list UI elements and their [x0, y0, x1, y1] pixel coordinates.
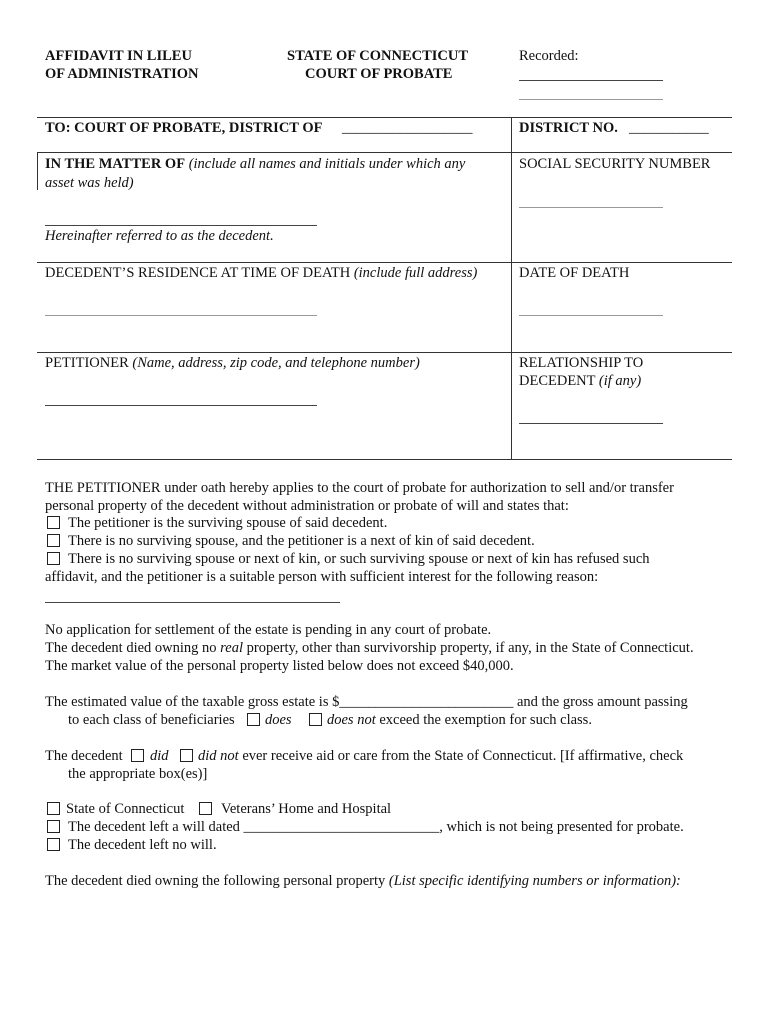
district-no-label: DISTRICT NO.: [519, 120, 618, 136]
taxable-line2-end: [327, 711, 592, 729]
matter-heading: [45, 156, 465, 173]
surviving-spouse-checkbox[interactable]: [47, 516, 60, 529]
aid-suffix: ever receive aid or care from the State of Connecticut. [If affirmative, check: [238, 748, 684, 764]
residence-label: DECEDENT’S RESIDENCE AT TIME OF DEATH: [45, 265, 351, 281]
grid-line-4: [37, 352, 732, 353]
exemption-text: exceed the exemption for such class.: [375, 712, 592, 728]
fact-no-application: No application for settlement of the estate is pending in any court of probate.: [45, 622, 492, 638]
form-title-line1: AFFIDAVIT IN LILEU: [45, 48, 192, 64]
grid-left-tick: [37, 152, 38, 190]
grid-divider: [511, 117, 512, 459]
relationship-label-line2: [519, 373, 641, 390]
option-surviving-spouse: The petitioner is the surviving spouse of said decedent.: [68, 515, 388, 531]
aid-line1-end: [198, 747, 683, 765]
statement-line2: personal property of the decedent without administration or probate of will and states that:: [45, 498, 569, 514]
residence-input[interactable]: [45, 315, 317, 316]
fact-market-value: The market value of the personal property listed below does not exceed $40,000.: [45, 658, 514, 674]
taxable-line1: [45, 693, 688, 711]
option-suitable-person: There is no surviving spouse or next of kin, or such surviving spouse or next of kin has refused such: [68, 551, 650, 567]
petitioner-label: PETITIONER: [45, 355, 129, 371]
veterans-home-label: Veterans’ Home and Hospital: [221, 801, 392, 817]
recorded-blank-2[interactable]: [519, 99, 663, 100]
residence-heading: [45, 265, 477, 282]
option-suitable-person-cont: affidavit, and the petitioner is a suitable person with sufficient interest for the following reason:: [45, 569, 599, 585]
petitioner-input[interactable]: [45, 405, 317, 406]
state-of-ct-checkbox[interactable]: [47, 802, 60, 815]
property-text: The decedent died owning the following personal property: [45, 873, 389, 889]
matter-note: (include all names and initials under which any: [188, 156, 466, 172]
relationship-input[interactable]: [519, 423, 663, 424]
grid-line-top: [37, 117, 732, 118]
residence-note: (include full address): [353, 265, 478, 281]
decedent-name-input[interactable]: [45, 225, 317, 226]
fact-real-prefix: The decedent died owning no: [45, 640, 221, 656]
will-dated-line: [68, 818, 684, 836]
fact-real-word: real: [220, 640, 243, 656]
date-of-death-label: DATE OF DEATH: [519, 265, 630, 281]
does-not-label: does not: [327, 712, 376, 728]
does-not-checkbox[interactable]: [309, 713, 322, 726]
fact-no-real-property: [45, 639, 694, 657]
district-no-input[interactable]: ___________: [629, 120, 709, 136]
no-will-label: The decedent left no will.: [68, 837, 217, 853]
taxable-line2-text: to each class of beneficiaries: [68, 712, 235, 728]
option-next-of-kin: There is no surviving spouse, and the petitioner is a next of kin of said decedent.: [68, 533, 535, 549]
form-title-line2: OF ADMINISTRATION: [45, 66, 199, 82]
relationship-label: DECEDENT: [519, 373, 596, 389]
reason-input[interactable]: [45, 602, 340, 603]
state-of-ct-label: State of Connecticut: [66, 801, 185, 817]
did-not-checkbox[interactable]: [180, 749, 193, 762]
will-dated-checkbox[interactable]: [47, 820, 60, 833]
petitioner-heading: [45, 355, 420, 372]
suitable-person-checkbox[interactable]: [47, 552, 60, 565]
veterans-home-checkbox[interactable]: [199, 802, 212, 815]
hereinafter-text: Hereinafter referred to as the decedent.: [45, 228, 274, 244]
petitioner-note: (Name, address, zip code, and telephone number): [132, 355, 420, 371]
recorded-blank-1[interactable]: [519, 80, 663, 81]
grid-line-2: [37, 152, 732, 153]
taxable-prefix: The estimated value of the taxable gross estate is $: [45, 694, 340, 710]
district-input[interactable]: __________________: [342, 120, 473, 136]
taxable-suffix: and the gross amount passing: [513, 694, 688, 710]
recorded-label: Recorded:: [519, 48, 579, 64]
will-dated-suffix: , which is not being presented for probate.: [439, 819, 684, 835]
property-line: [45, 872, 681, 890]
did-not-label: did not: [198, 748, 239, 764]
grid-line-bottom: [37, 459, 732, 460]
did-label: did: [150, 748, 169, 764]
ssn-label: SOCIAL SECURITY NUMBER: [519, 156, 711, 172]
property-note: (List specific identifying numbers or information):: [388, 873, 681, 889]
relationship-note: (if any): [598, 373, 642, 389]
statement-line1: THE PETITIONER under oath hereby applies to the court of probate for authorization to sell and/or transfer: [45, 480, 674, 496]
to-court-label: TO: COURT OF PROBATE, DISTRICT OF: [45, 120, 323, 136]
no-will-checkbox[interactable]: [47, 838, 60, 851]
grid-line-3: [37, 262, 732, 263]
does-label: does: [265, 712, 292, 728]
taxable-value-input[interactable]: ________________________: [339, 694, 514, 710]
will-date-input[interactable]: ___________________________: [243, 819, 440, 835]
next-of-kin-checkbox[interactable]: [47, 534, 60, 547]
fact-real-suffix: property, other than survivorship property, if any, in the State of Connecticut.: [242, 640, 694, 656]
court-name-line2: COURT OF PROBATE: [305, 66, 453, 82]
ssn-input[interactable]: [519, 207, 663, 208]
matter-note-cont: asset was held): [45, 175, 134, 191]
did-checkbox[interactable]: [131, 749, 144, 762]
court-name-line1: STATE OF CONNECTICUT: [287, 48, 469, 64]
does-checkbox[interactable]: [247, 713, 260, 726]
aid-prefix: The decedent: [45, 748, 123, 764]
aid-line2: the appropriate box(es)]: [68, 766, 208, 782]
relationship-label-line1: RELATIONSHIP TO: [519, 355, 644, 371]
will-dated-label: The decedent left a will dated: [68, 819, 244, 835]
date-of-death-input[interactable]: [519, 315, 663, 316]
matter-label: IN THE MATTER OF: [45, 156, 186, 172]
